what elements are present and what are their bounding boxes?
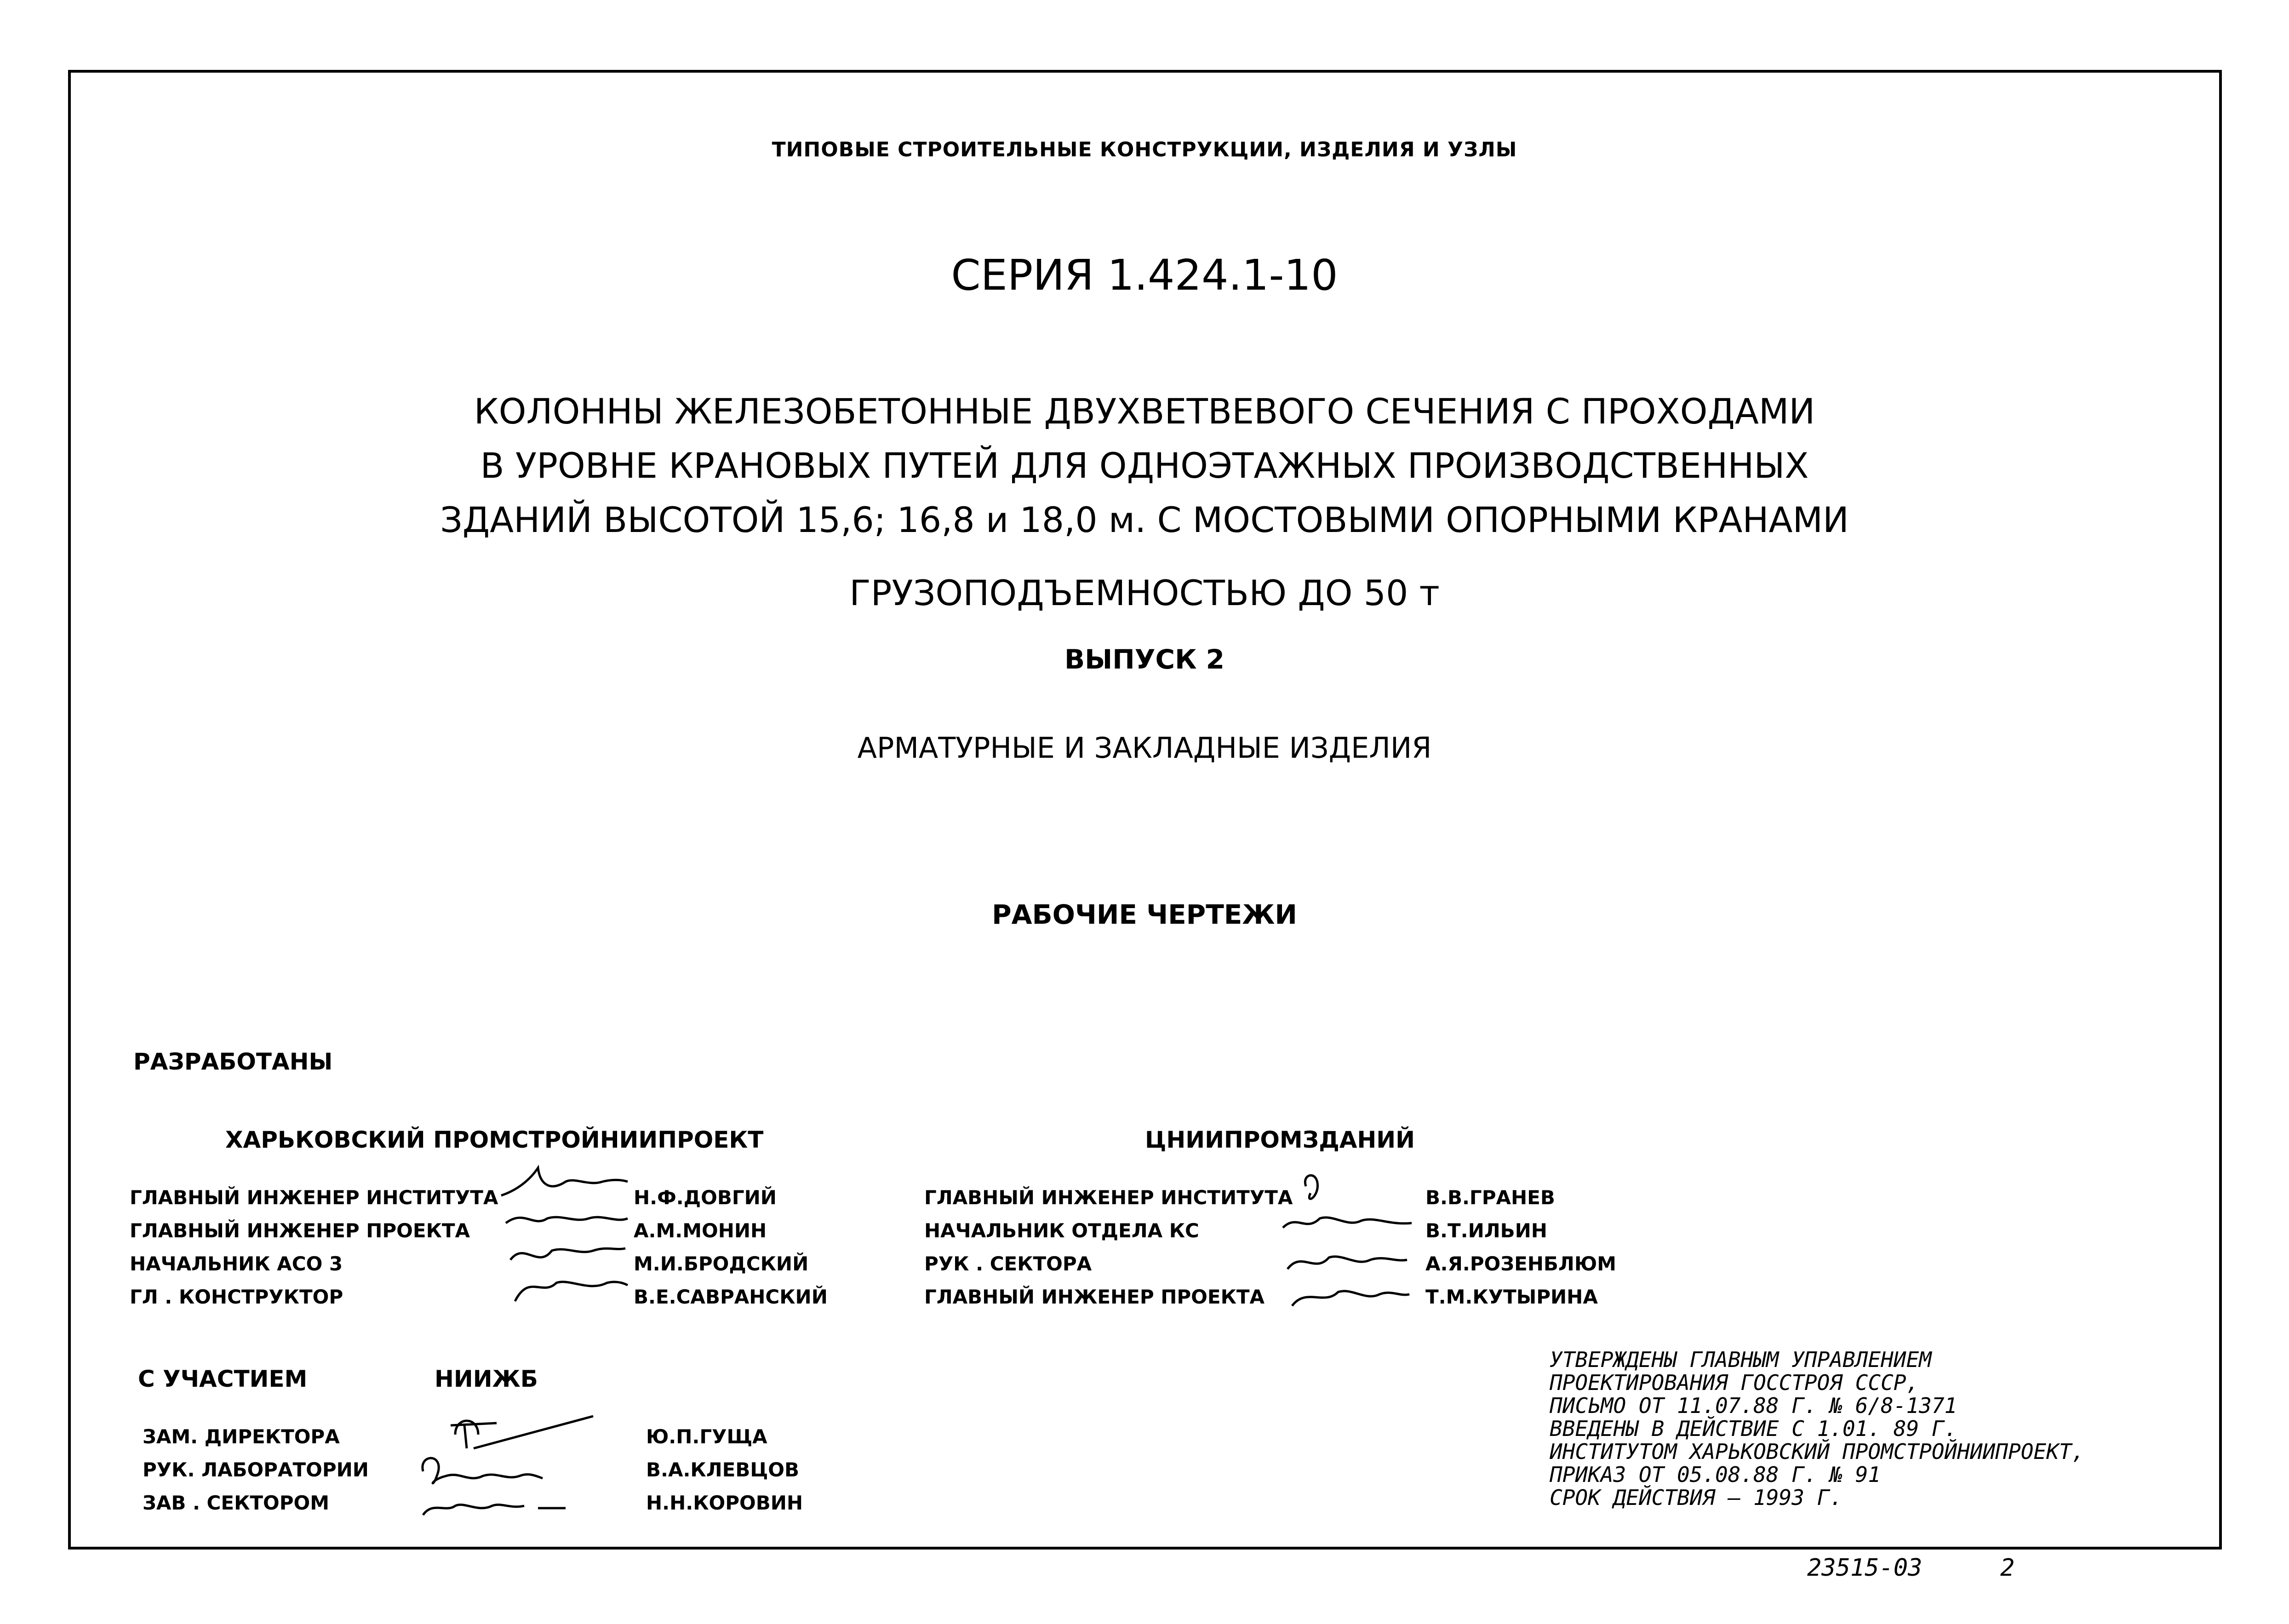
left-name-3: М.И.БРОДСКИЙ [634, 1252, 809, 1275]
page-number: 2 [2000, 1554, 2015, 1582]
right-role-3: РУК . СЕКТОРА [924, 1252, 1092, 1275]
right-name-4: Т.М.КУТЫРИНА [1425, 1286, 1598, 1308]
right-name-2: В.Т.ИЛЬИН [1425, 1219, 1547, 1242]
participation-org: НИИЖБ [435, 1366, 538, 1392]
signature-right-block [1278, 1168, 1416, 1315]
signature-left-block [497, 1154, 630, 1310]
participation-role-1: ЗАМ. ДИРЕКТОРА [143, 1425, 340, 1448]
left-role-3: НАЧАЛЬНИК АСО 3 [130, 1252, 343, 1275]
approval-line-3: ПИСЬМО ОТ 11.07.88 Г. № 6/8-1371 [1550, 1393, 1957, 1418]
participation-label: С УЧАСТИЕМ [138, 1366, 308, 1392]
working-drawings-label: РАБОЧИЕ ЧЕРТЕЖИ [992, 899, 1297, 930]
left-name-2: А.М.МОНИН [634, 1219, 767, 1242]
series-number: СЕРИЯ 1.424.1-10 [951, 251, 1338, 300]
signature-participation-block [414, 1407, 607, 1527]
category-heading: ТИПОВЫЕ СТРОИТЕЛЬНЫЕ КОНСТРУКЦИИ, ИЗДЕЛИЯ И УЗЛЫ [772, 138, 1517, 161]
right-role-4: ГЛАВНЫЙ ИНЖЕНЕР ПРОЕКТА [924, 1286, 1265, 1308]
left-role-1: ГЛАВНЫЙ ИНЖЕНЕР ИНСТИТУТА [130, 1186, 498, 1209]
title-line-3: ЗДАНИЙ ВЫСОТОЙ 15,6; 16,8 и 18,0 м. С МОСТОВЫМИ ОПОРНЫМИ КРАНАМИ [440, 499, 1849, 540]
participation-name-1: Ю.П.ГУЩА [646, 1425, 767, 1448]
document-number: 23515-03 [1807, 1554, 1923, 1582]
approval-line-2: ПРОЕКТИРОВАНИЯ ГОССТРОЯ СССР, [1550, 1370, 1919, 1395]
approval-line-4: ВВЕДЕНЫ В ДЕЙСТВИЕ С 1.01. 89 Г. [1550, 1416, 1957, 1441]
approval-line-7: СРОК ДЕЙСТВИЯ – 1993 Г. [1550, 1485, 1843, 1510]
developed-label: РАЗРАБОТАНЫ [133, 1048, 333, 1075]
issue-label: ВЫПУСК 2 [1064, 644, 1225, 675]
participation-name-2: В.А.КЛЕВЦОВ [646, 1458, 800, 1481]
right-name-1: В.В.ГРАНЕВ [1425, 1186, 1555, 1209]
title-line-2: В УРОВНЕ КРАНОВЫХ ПУТЕЙ ДЛЯ ОДНОЭТАЖНЫХ ПРОИЗВОДСТВЕННЫХ [480, 445, 1809, 486]
participation-role-2: РУК. ЛАБОРАТОРИИ [143, 1458, 369, 1481]
right-name-3: А.Я.РОЗЕНБЛЮМ [1425, 1252, 1616, 1275]
title-line-4: ГРУЗОПОДЪЕМНОСТЬЮ ДО 50 т [849, 572, 1440, 613]
approval-line-1: УТВЕРЖДЕНЫ ГЛАВНЫМ УПРАВЛЕНИЕМ [1550, 1347, 1932, 1372]
left-role-2: ГЛАВНЫЙ ИНЖЕНЕР ПРОЕКТА [130, 1219, 470, 1242]
participation-name-3: Н.Н.КОРОВИН [646, 1492, 803, 1514]
right-org-name: ЦНИИПРОМЗДАНИЙ [1145, 1127, 1415, 1153]
right-role-1: ГЛАВНЫЙ ИНЖЕНЕР ИНСТИТУТА [924, 1186, 1293, 1209]
participation-role-3: ЗАВ . СЕКТОРОМ [143, 1492, 330, 1514]
left-role-4: ГЛ . КОНСТРУКТОР [130, 1286, 343, 1308]
right-role-2: НАЧАЛЬНИК ОТДЕЛА КС [924, 1219, 1199, 1242]
left-name-4: В.Е.САВРАНСКИЙ [634, 1286, 828, 1308]
title-line-1: КОЛОННЫ ЖЕЛЕЗОБЕТОННЫЕ ДВУХВЕТВЕВОГО СЕЧЕНИЯ С ПРОХОДАМИ [474, 391, 1815, 432]
approval-line-6: ПРИКАЗ ОТ 05.08.88 Г. № 91 [1550, 1462, 1881, 1487]
approval-line-5: ИНСТИТУТОМ ХАРЬКОВСКИЙ ПРОМСТРОЙНИИПРОЕКТ, [1550, 1439, 2085, 1464]
left-name-1: Н.Ф.ДОВГИЙ [634, 1186, 777, 1209]
subtitle: АРМАТУРНЫЕ И ЗАКЛАДНЫЕ ИЗДЕЛИЯ [857, 731, 1432, 765]
left-org-name: ХАРЬКОВСКИЙ ПРОМСТРОЙНИИПРОЕКТ [225, 1127, 764, 1153]
